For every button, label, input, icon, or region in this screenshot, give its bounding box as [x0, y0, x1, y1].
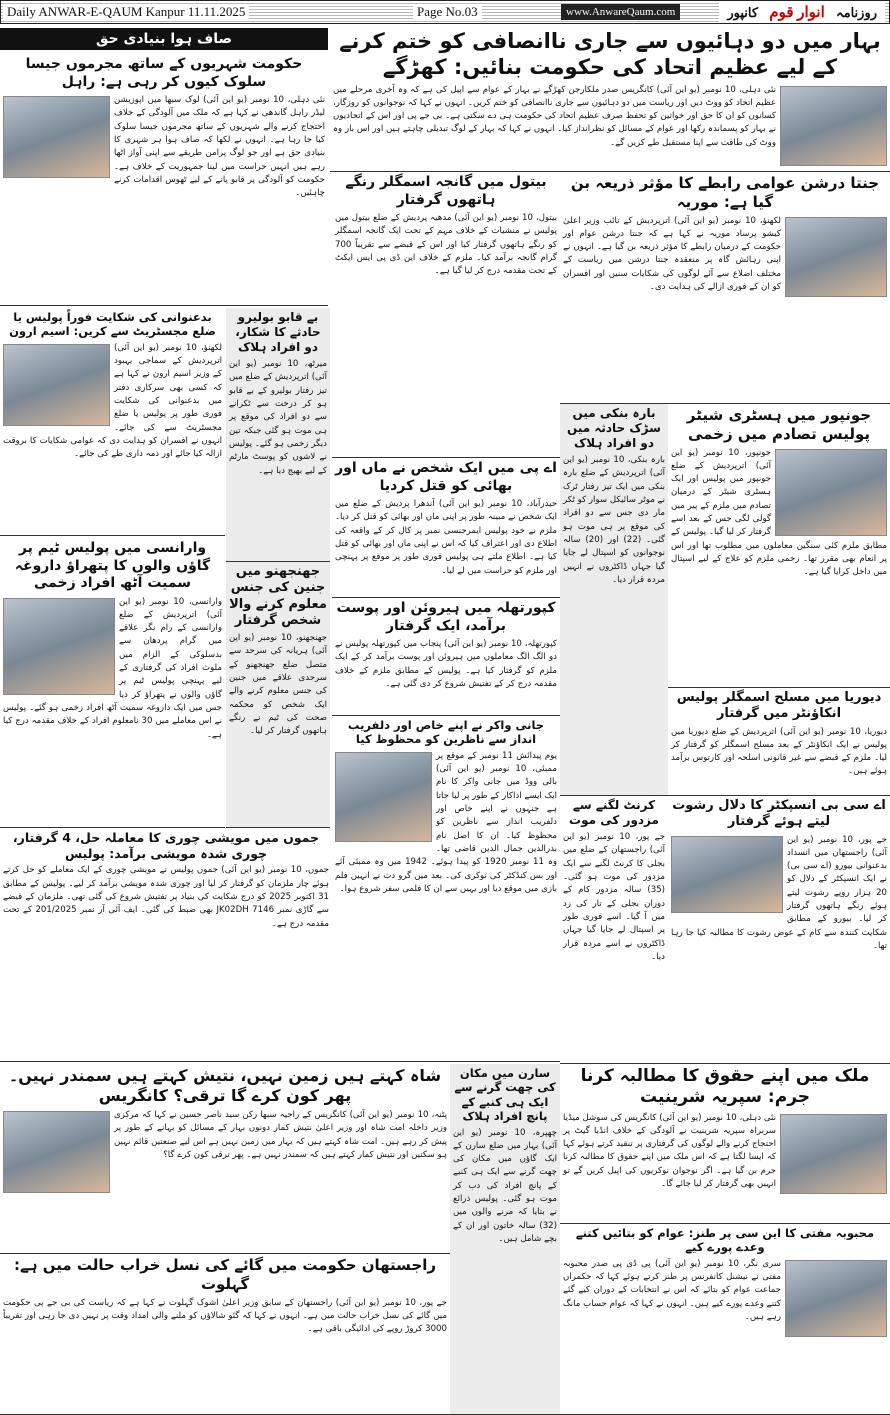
story-body — [3, 596, 222, 742]
headline: وارانسی میں پولیس ٹیم پر گاؤں والوں کا پتھراؤ داروغہ سمیت آٹھ افراد زخمی — [14, 540, 211, 591]
headline: ملک میں اپنے حقوق کا مطالبہ کرنا جرم: سپریہ شرینیت — [580, 1066, 870, 1108]
story-text: جھنجھنو، 10 نومبر (یو این آئی) ہریانہ کی سرحد سے متصل ضلع جھنجھنو کے سرحدی علاقے میں جنین کی جنس معلوم کرنے والے ایک شخص کو محکمہ صحت کی ٹیم نے رنگے ہاتھوں گرفتار کر لیا۔ — [229, 633, 327, 737]
story-text: حیدرآباد، 10 نومبر (یو این آئی) آندھرا پردیش کے ضلع میں ایک شخص نے مبینہ طور پر اپنی ماں اور بھائی کو قتل کر دیا۔ ملزم نے خود پولیس ایمرجنسی نمبر پر کال کر کے واقعہ کی اطلاع دی اور اعتراف کیا کہ اس نے اپنی ماں اور بھائی کو قتل کیا ہے۔ اطلاع ملتے ہی پولیس فوری طور پر موقع پر پہنچی اور ملزم کو حراست میں لے لیا۔ — [335, 499, 558, 576]
headline: اے پی میں ایک شخص نے ماں اور بھائی کو قتل کردیا — [335, 460, 557, 494]
story-kapurthala — [332, 598, 560, 716]
logo-prefix: روزنامہ — [832, 5, 881, 20]
logo-name: انوار قوم — [769, 4, 825, 21]
story-barabanki — [560, 404, 668, 796]
news-photo — [671, 836, 783, 913]
story-text: نئی دہلی، 10 نومبر (یو این آئی) کانگریس صدر ملکارجن کھڑگے نے بہار کے عوام سے اپیل کی ہے کہ وہ آخری مرحلے میں عظیم اتحاد کو ووٹ دیں اور ریاست میں دو دہائیوں سے جاری ناانصافی کو ختم کریں۔ انہوں نے کہا کہ نوجوانوں کو روزگار، کسانوں کو ان کا حق اور خواتین کو تحفظ صرف عظیم اتحاد کی حکومت ہی دے سکتی ہے۔ بی جے پی اور اس کے اتحادیوں نے بہار کو پسماندہ رکھا اور عوام کے مسائل کو نظرانداز کیا۔ انہوں نے کہا کہ بہار کے لوگ تبدیلی چاہتے ہیں اور اس بار وہ ووٹ کی طاقت سے اپنا مستقبل طے کریں گے۔ — [333, 84, 776, 148]
website-link[interactable]: www.AnwareQaum.com — [561, 4, 680, 20]
headline: دیوریا میں مسلح اسمگلر پولیس انکاؤنٹر میں گرفتار — [676, 690, 882, 722]
news-photo — [780, 1114, 887, 1194]
story-text: دیوریا، 10 نومبر (یو این آئی) اترپردیش کے ضلع دیوریا میں پولیس نے ایک انکاؤنٹر کے بعد مسلح اسمگلر کو گرفتار کر لیا۔ ملزم کے قبضے سے غیر قانونی اسلحہ اور کارتوس برآمد ہوئے ہیں۔ — [671, 726, 888, 777]
headline: جنتا درشن عوامی رابطے کا مؤثر ذریعہ بن گیا ہے: موریہ — [570, 174, 880, 211]
story-body — [563, 1258, 887, 1325]
story-johnny — [332, 716, 560, 1062]
story-gehlot — [0, 1254, 450, 1415]
story-text: میرٹھ، 10 نومبر (یو این آئی) اترپردیش کے ضلع میں تیز رفتار بولیرو کے بے قابو ہو کر درخت سے ٹکرانے سے دو افراد کی موقع پر ہی موت ہو گئی جبکہ تین دیگر زخمی ہو گئے۔ پولیس نے لاشوں کو پوسٹ مارٹم کے لیے بھیج دیا ہے۔ — [229, 359, 327, 476]
story-rahul — [0, 54, 328, 306]
story-acb — [668, 796, 890, 1064]
story-text: نئی دہلی، 10 نومبر (یو این آئی) لوک سبھا میں اپوزیشن لیڈر راہل گاندھی نے کہا ہے کہ ملک میں آلودگی کے خلاف احتجاج کرنے والے شہریوں کے ساتھ مجرموں جیسا سلوک کیا جا رہا ہے۔ انہوں نے لکھا کہ صاف ہوا ہر شہری کا بنیادی حق ہے اور جو لوگ پرامن طریقے سے اپنی آواز اٹھا رہے ہیں انہیں حراست میں لینا جمہوریت کے خلاف ہے۔ حکومت کو آلودگی پر قابو پانے کے لیے ٹھوس اقدامات کرنے چاہئیں۔ — [114, 95, 325, 199]
news-photo — [775, 449, 887, 536]
story-supriya — [560, 1064, 890, 1224]
story-text: وارانسی، 10 نومبر (یو این آئی) اترپردیش کے ضلع وارانسی کے رام نگر علاقے میں گرام پردھان سے بدسلوکی کے الزام میں ملوث افراد کی گرفتاری کے لیے پہنچی پولیس ٹیم پر گاؤں والوں نے پتھراؤ کر دیا جس میں ایک داروغہ سمیت آٹھ افراد زخمی ہو گئے۔ پولیس نے اس معاملے میں 30 نامعلوم افراد کے خلاف مقدمہ درج کیا ہے۔ — [3, 596, 222, 740]
headline: بہار میں دو دہائیوں سے جاری ناانصافی کو ختم کرنے کے لیے عظیم اتحاد کی حکومت بنائیں: کھڑگے — [339, 29, 881, 80]
story-jhunjhunu — [226, 562, 330, 828]
story-body — [3, 94, 325, 201]
headline: جموں میں مویشی چوری کا معاملہ حل، 4 گرفتار، چوری شدہ مویشی برآمد: پولیس — [12, 830, 320, 861]
story-body — [335, 498, 557, 578]
headline: جانی واکر نے اپنے خاص اور دلفریب انداز سے ناظرین کو محظوظ کیا — [347, 718, 545, 747]
story-text: جے پور، 10 نومبر (یو این آئی) راجستھان کے سابق وزیر اعلیٰ اشوک گہلوت نے کہا ہے کہ ریاست کی بی جے پی حکومت میں گائے کی نسل خراب حالت میں ہے۔ انہوں نے کہا کہ گئو شالاؤں کو ملنے والی امداد وقت پر نہیں دی جا رہی اور تقریباً 3000 کروڑ روپے کی ادائیگی باقی ہے۔ — [3, 1297, 447, 1335]
story-body — [335, 212, 557, 279]
headline: شاہ کہتے ہیں زمین نہیں، نتیش کہتے ہیں سمندر نہیں۔ پھر کون کرے گا ترقی؟ کانگریس — [8, 1066, 442, 1105]
headline: راجستھان حکومت میں گائے کی نسل خراب حالت میں ہے: گہلوت — [13, 1256, 437, 1293]
story-text: نئی دہلی، 10 نومبر (یو این آئی) کانگریس کی سوشل میڈیا سربراہ سپریہ شرینیت نے آلودگی کے خلاف انڈیا گیٹ پر احتجاج کرنے والے لوگوں کی گرفتاری پر تنقید کرتے ہوئے کہا کہ ایسا لگتا ہے کہ اس ملک میں اپنے حقوق کا مطالبہ کرنا جرم بن گیا ہے۔ اگر نوجوان نوکریوں کی اپیل کریں گے تو انہیں بھی گرفتار کر لیا جائے گا۔ — [563, 1112, 776, 1190]
headline: محبوبہ مفتی کا این سی پر طنز: عوام کو بتائیں کتنے وعدے پورے کیے — [575, 1226, 875, 1255]
story-body — [3, 1297, 447, 1337]
page-number: Page No.03 — [413, 4, 482, 20]
story-body — [563, 215, 887, 295]
story-maurya — [560, 172, 890, 404]
story-betul — [332, 172, 560, 458]
story-text: بیتول، 10 نومبر (یو این آئی) مدھیہ پردیش کے ضلع بیتول میں پولیس نے منشیات کے خلاف مہم کے تحت ایک گانجہ اسمگلر کو رنگے ہاتھوں گرفتار کیا اور اس کے قبضے سے تقریباً 700 گرام گانجہ برآمد کیا۔ ملزم کے خلاف این ڈی پی ایس ایکٹ کے تحت مقدمہ درج کر لیا گیا ہے۔ — [335, 213, 557, 277]
story-text: جموں، 10 نومبر (یو این آئی) جموں پولیس نے مویشی چوری کے ایک معاملے کو حل کرتے ہوئے چار ملزمان کو گرفتار کر لیا اور چوری شدہ مویشی برآمد کر لیے۔ پولیس کے مطابق 31 اکتوبر 2025 کو درج شکایت کی بنیاد پر تفتیش شروع کی گئی تھی۔ ملزمان کے قبضے سے گاڑی نمبر JK02DH 7146 بھی ضبط کی گئی۔ ایف آئی آر نمبر 201/2025 کے تحت مقدمہ درج ہے۔ — [3, 865, 330, 929]
story-deoria — [668, 688, 890, 796]
headline: بیتول میں گانجہ اسمگلر رنگے ہاتھوں گرفتار — [345, 174, 547, 208]
story-text: جونپور، 10 نومبر (یو این آئی) اترپردیش کے ضلع جونپور میں پولیس اور ایک ہسٹری شیٹر کے درمیان تصادم میں ملزم کے پیر میں گولی لگی جس کے بعد اسے گرفتار کر لیا گیا۔ پولیس کے مطابق ملزم کئی سنگین معاملوں میں مطلوب تھا اور اس پر انعام بھی مقرر تھا۔ زخمی ملزم کو علاج کے لیے اسپتال میں داخل کرایا گیا ہے۔ — [671, 447, 887, 578]
headline: کپورتھلہ میں ہیروئن اور پوست برآمد، ایک گرفتار — [336, 600, 556, 634]
story-body — [229, 358, 327, 478]
headline: بے قابو بولیرو حادثے کا شکار، دو افراد ہلاک — [235, 310, 321, 354]
story-body — [671, 447, 887, 580]
news-photo — [3, 598, 115, 695]
kicker-label: صاف ہوا بنیادی حق — [0, 28, 328, 50]
story-shah — [0, 1064, 450, 1254]
story-text: جے پور، 10 نومبر (یو این آئی) راجستھان میں انسداد بدعنوانی بیورو (اے سی بی) نے ایک انسپکٹر کے دلال کو 20 ہزار روپے رشوت لیتے ہوئے رنگے ہاتھوں گرفتار کر لیا۔ بیورو کے مطابق شکایت کنندہ سے کام کے عوض رشوت کا مطالبہ کیا جا رہا تھا۔ — [671, 834, 887, 951]
story-body — [671, 834, 887, 954]
news-photo — [3, 96, 110, 178]
story-current — [560, 796, 668, 1064]
story-text: پٹنہ، 10 نومبر (یو این آئی) کانگریس کے راجیہ سبھا رکن سید ناصر حسین نے کہا کہ مرکزی وزیر داخلہ امت شاہ اور وزیر اعلیٰ نتیش کمار دونوں بہار کے مسائل کو بہانے کے طور پر پیش کر رہے ہیں۔ امت شاہ کہتے ہیں کہ بہار میں زمین نہیں ہے اس لیے صنعتیں قائم نہیں ہو سکتیں اور نتیش کمار کہتے ہیں کہ سمندر نہیں ہے۔ پھر ترقی کون کرے گا؟ — [114, 1110, 447, 1160]
story-varanasi — [0, 538, 225, 828]
news-photo — [785, 217, 887, 297]
story-body — [3, 1109, 447, 1162]
story-kharge — [330, 26, 890, 172]
story-body — [671, 726, 887, 779]
headline: کرنٹ لگنے سے مزدور کی موت — [569, 798, 659, 827]
masthead — [0, 0, 890, 24]
headline: سارن میں مکان کی چھت گرنے سے ایک ہی کنبے کے پانچ افراد ہلاک — [454, 1066, 556, 1124]
headline: جونپور میں ہسٹری شیٹر پولیس تصادم میں زخمی — [686, 406, 872, 443]
story-body — [3, 864, 329, 931]
section-kicker — [0, 28, 328, 53]
headline: بارہ بنکی میں سڑک حادثہ میں دو افراد ہلاک — [567, 406, 661, 450]
story-body — [563, 831, 665, 964]
story-body — [335, 750, 557, 896]
headline: جھنجھنو میں جنین کی جنس معلوم کرنے والا شخص گرفتار — [229, 564, 327, 628]
headline: حکومت شہریوں کے ساتھ مجرموں جیسا سلوک کیوں کر رہی ہے: راہل — [25, 56, 303, 90]
story-asim — [0, 308, 225, 536]
story-body — [453, 1127, 557, 1247]
story-jammu — [0, 828, 332, 1062]
news-photo — [3, 1111, 110, 1193]
story-text: لکھنؤ، 10 نومبر (یو این آئی) اترپردیش کے نائب وزیر اعلیٰ کیشو پرساد موریہ نے کہا ہے کہ جنتا درشن عوام اور حکومت کے درمیان رابطے کا مؤثر ذریعہ بن گیا ہے۔ انہوں نے اپنی رہائش گاہ پر منعقدہ جنتا درشن میں ریاست کے مختلف اضلاع سے آئے لوگوں کی شکایات سنیں اور افسران کو ان کے فوری ازالے کی ہدایت دی۔ — [563, 215, 781, 293]
news-photo — [785, 1260, 887, 1337]
story-text: چھپرہ، 10 نومبر (یو این آئی) بہار میں ضلع سارن کے ایک گاؤں میں مکان کی چھت گرنے سے ایک ہی کنبے کے پانچ افراد کی دب کر موت ہو گئی۔ پولیس ذرائع نے بتایا کہ مرنے والوں میں (32) سالہ خاتون اور ان کے بچے شامل ہیں۔ — [453, 1127, 557, 1244]
story-jaunpur — [668, 404, 890, 688]
story-body — [563, 454, 665, 587]
story-mehbooba — [560, 1224, 890, 1415]
story-bolero — [226, 308, 330, 562]
story-body — [3, 342, 222, 462]
story-ap — [332, 458, 560, 598]
story-saran — [450, 1064, 560, 1415]
story-text: سری نگر، 10 نومبر (یو این آئی) پی ڈی پی صدر محبوبہ مفتی نے نیشنل کانفرنس پر طنز کرتے ہوئے کہا کہ حکمراں جماعت عوام کو بتائے کہ اس نے انتخابات کے دوران کیے گئے کتنے وعدے پورے کیے ہیں۔ انہوں نے کہا کہ عوام حساب مانگ رہے ہیں۔ — [563, 1258, 781, 1322]
story-text: جے پور، 10 نومبر (یو این آئی) راجستھان کے ضلع میں بجلی کا کرنٹ لگنے سے ایک مزدور کی موت ہو گئی۔ (35) سالہ مزدور کام کے دوران بجلی کے تار کی زد میں آ گیا۔ اسے فوری طور پر اسپتال لے جایا گیا جہاں ڈاکٹروں نے اسے مردہ قرار دیا۔ — [563, 832, 665, 962]
story-body — [333, 84, 887, 151]
news-photo — [780, 86, 887, 166]
story-text: یوم پیدائش 11 نومبر کے موقع پر ممبئی، 10 نومبر (یو این آئی) بالی ووڈ میں جانی واکر کا نام ایک ایسے اداکار کے طور پر لیا جاتا ہے جنہوں نے اپنے خاص اور دلفریب انداز سے ناظرین کو محظوظ کیا۔ ان کا اصل نام بدرالدین جمال الدین قاضی تھا۔ وہ 11 نومبر 1920 کو پیدا ہوئے۔ 1942 میں وہ ممبئی آئے اور بس کنڈکٹر کی نوکری کی۔ بعد میں گرو دت نے انہیں فلم بازی میں موقع دیا اور یہیں سے ان کا فلمی سفر شروع ہوا۔ — [335, 750, 558, 894]
masthead-date-line: Daily ANWAR-E-QAUM Kanpur 11.11.2025 — [3, 4, 249, 20]
story-body — [563, 1112, 887, 1192]
story-text: لکھنؤ، 10 نومبر (یو این آئی) اترپردیش کے سماجی بہبود کے وزیر اسیم ارون نے کہا ہے کہ کسی بھی سرکاری دفتر میں بدعنوانی کی شکایت فوری طور پر پولیس یا ضلع مجسٹریٹ سے کی جائے۔ انہوں نے افسران کو ہدایت دی کہ عوامی شکایات کا بروقت ازالہ کیا جائے اور ذمہ داری طے کی جائے۔ — [3, 342, 222, 460]
logo-city: کانپور — [723, 5, 762, 20]
newspaper-logo — [719, 3, 885, 22]
story-body — [335, 638, 557, 691]
story-text: بارہ بنکی، 10 نومبر (یو این آئی) اترپردیش کے ضلع بارہ بنکی میں ایک تیز رفتار ٹرک نے موٹر سائیکل سوار کو ٹکر مار دی جس سے دو افراد کی موقع پر ہی موت ہو گئی۔ (22) اور (20) سالہ نوجوانوں کو اسپتال لے جایا گیا جہاں ڈاکٹروں نے انہیں مردہ قرار دیا۔ — [563, 455, 666, 585]
story-text: کپورتھلہ، 10 نومبر (یو این آئی) پنجاب میں کپورتھلہ پولیس نے دو الگ الگ معاملوں میں ہیروئن اور پوست برآمد کر کے ایک ملزم کو گرفتار کیا ہے۔ پولیس کے مطابق ملزم کے خلاف مقدمہ درج کر کے تفتیش شروع کر دی گئی ہے۔ — [335, 639, 558, 689]
news-photo — [3, 344, 110, 426]
story-body — [229, 632, 327, 739]
headline: اے سی بی انسپکٹر کا دلال رشوت لیتے ہوئے گرفتار — [672, 798, 886, 830]
news-photo — [335, 752, 432, 842]
headline: بدعنوانی کی شکایت فوراً پولیس یا ضلع مجسٹریٹ سے کریں: اسیم ارون — [9, 310, 216, 339]
